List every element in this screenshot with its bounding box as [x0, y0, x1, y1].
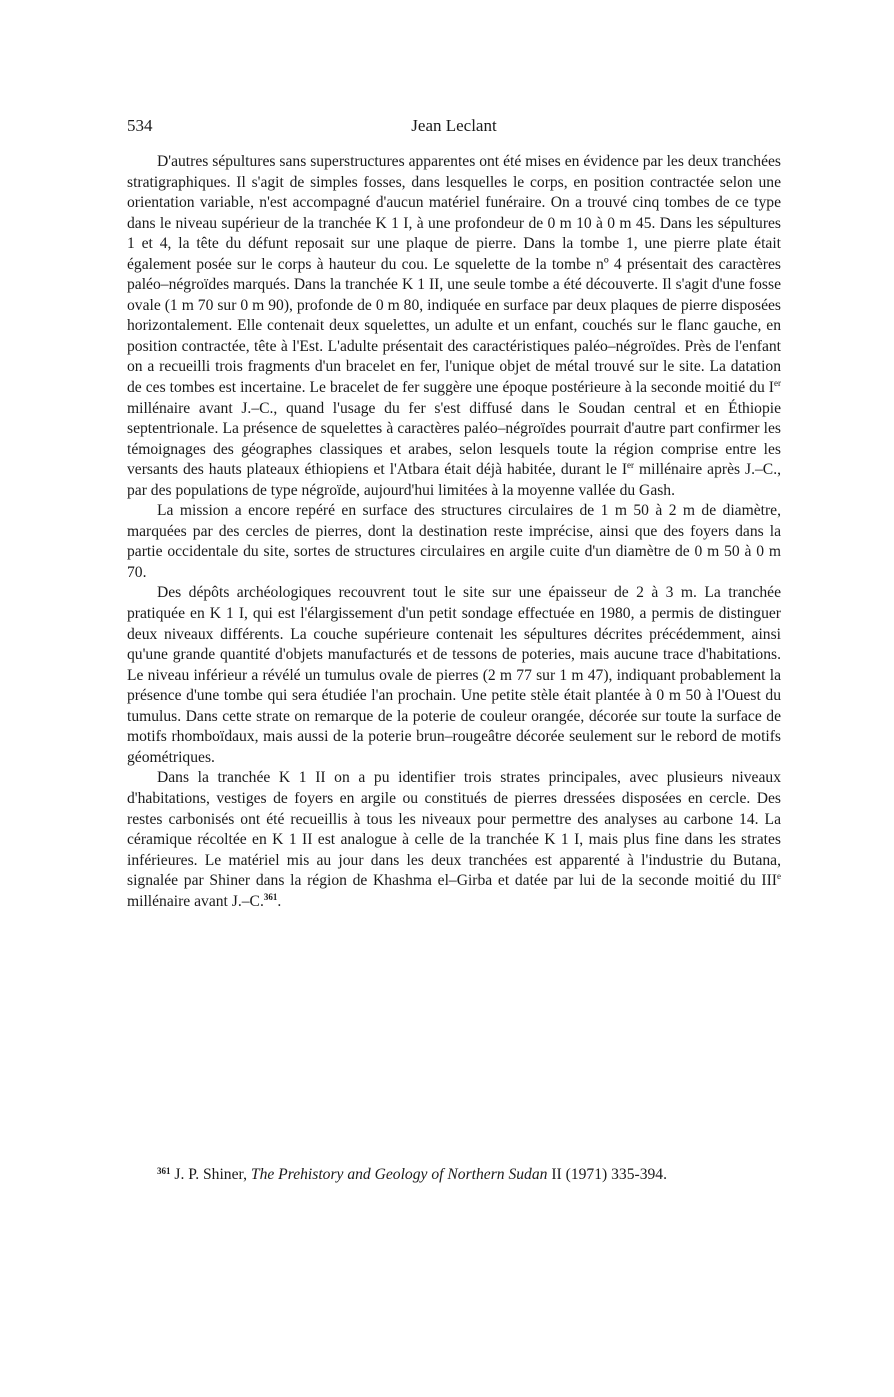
running-head: Jean Leclant: [411, 116, 497, 135]
paragraph-1: D'autres sépultures sans superstructures apparentes ont été mises en évidence par les deux tranchées stratigraphiques. Il s'agit de simples fosses, dans lesquelles le corps, en position contractée selon une orientation variable, n'est accompagné d'aucun matériel funéraire. On a trouvé cinq tombes de ce type dans le niveau supérieur de la tranchée K 1 I, à une profondeur de 0 m 10 à 0 m 45. Dans les sépultures 1 et 4, la tête du défunt reposait sur une plaque de pierre. Dans la tombe 1, une pierre plate était également posée sur le corps à hauteur du cou. Le squelette de la tombe nº 4 présentait des caractères paléo–négroïdes marqués. Dans la tranchée K 1 II, une seule tombe a été découverte. Il s'agit d'une fosse ovale (1 m 70 sur 0 m 90), profonde de 0 m 80, indiquée en surface par deux plaques de pierre disposées horizontalement. Elle contenait deux squelettes, un adulte et un enfant, couchés sur le flanc gauche, en position contractée, tête à l'Est. L'adulte présentait des caractéristiques paléo–négroïdes. Près de l'enfant on a recueilli trois fragments d'un bracelet en fer, l'unique objet de métal trouvé sur le site. La datation de ces tombes est incertaine. Le bracelet de fer suggère une époque postérieure à la seconde moitié du Ier millénaire avant J.–C., quand l'usage du fer s'est diffusé dans le Soudan central et en Éthiopie septentrionale. La présence de squelettes à caractères paléo–négroïdes pourrait d'autre part confirmer les témoignages des géographes classiques et arabes, selon lesquels toute la région comprise entre les versants des hauts plateaux éthiopiens et l'Atbara était déjà habitée, durant le Ier millénaire après J.–C., par des populations de type négroïde, aujourd'hui limitées à la moyenne vallée du Gash.: [127, 153, 781, 499]
paragraph-2: La mission a encore repéré en surface des structures circulaires de 1 m 50 à 2 m de diamètre, marquées par des cercles de pierres, dont la destination reste imprécise, ainsi que des foyers dans la partie occidentale du site, sortes de structures circulaires en argile cuite d'un diamètre de 0 m 50 à 0 m 70.: [127, 502, 781, 581]
footnote-number: 361: [157, 1166, 171, 1176]
footnote-title: The Prehistory and Geology of Northern Sudan: [250, 1166, 548, 1183]
paragraph-3: Des dépôts archéologiques recouvrent tout le site sur une épaisseur de 2 à 3 m. La tranchée pratiquée en K 1 I, qui est l'élargissement d'un petit sondage effectuée en 1980, a permis de distinguer deux niveaux différents. La couche supérieure contenait les sépultures décrites précédemment, ainsi qu'une grande quantité d'objets manufacturés et de tessons de poteries, mais aucune trace d'habitations. Le niveau inférieur a révélé un tumulus ovale de pierres (2 m 77 sur 1 m 47), indiquant probablement la présence d'une tombe qui sera étudiée l'an prochain. Une petite stèle était plantée à 0 m 50 à l'Ouest du tumulus. Dans cette strate on remarque de la poterie de couleur orangée, décorée sur toute la surface de motifs rhomboïdaux, mais aussi de la poterie brun–rougeâtre décorée seulement sur le rebord de motifs géométriques.: [127, 584, 781, 766]
footnote-reference[interactable]: 361: [263, 891, 278, 902]
body-text: [127, 152, 781, 912]
page-number: 534: [127, 116, 153, 135]
footnote-rest: II (1971) 335-394.: [547, 1166, 667, 1183]
footnote: [127, 1165, 781, 1184]
page-header: [127, 116, 781, 140]
footnote-361: [127, 1165, 781, 1184]
paragraph-4: Dans la tranchée K 1 II on a pu identifier trois strates principales, avec plusieurs niveaux d'habitations, vestiges de foyers en argile ou constitués de pierres dressées disposées en cercle. Des restes carbonisés ont été recueillis à tous les niveaux pour permettre des analyses au carbone 14. La céramique récoltée en K 1 II est analogue à celle de la tranchée K 1 I, mais plus fine dans les strates inférieures. Le matériel mis au jour dans les deux tranchées est apparenté à l'industrie du Butana, signalée par Shiner dans la région de Khashma el–Girba et datée par lui de la seconde moitié du IIIe millénaire avant J.–C.$^{361}$.: [127, 769, 781, 910]
footnote-author: J. P. Shiner,: [170, 1166, 251, 1183]
